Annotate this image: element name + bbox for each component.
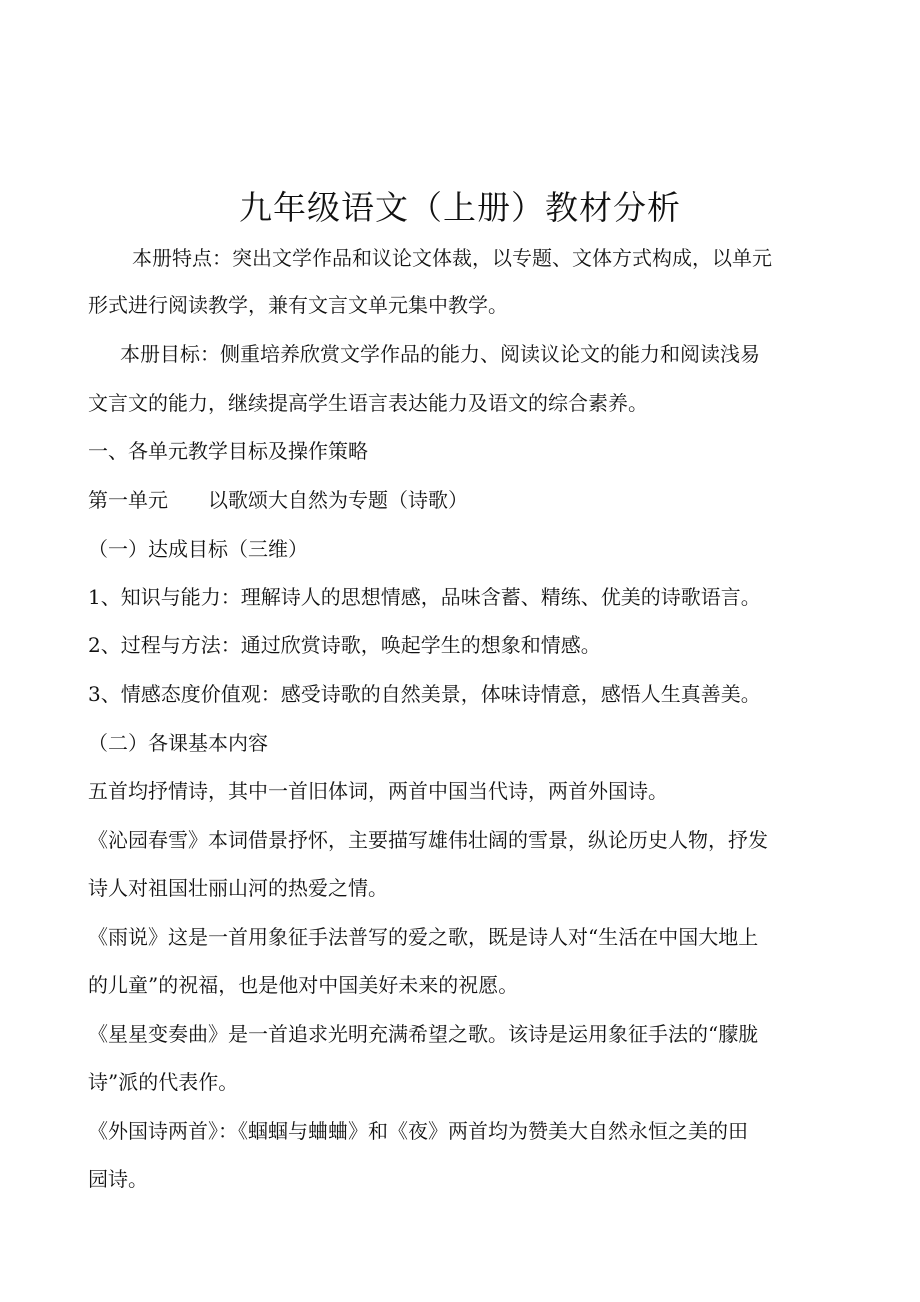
lesson-2-line-2: 的儿童”的祝福，也是他对中国美好未来的祝愿。: [88, 973, 519, 997]
lesson-1-line-1: 《沁园春雪》本词借景抒怀，主要描写雄伟壮阔的雪景，纵论历史人物，抒发: [88, 828, 768, 852]
sub-heading-content: （二）各课基本内容: [88, 731, 268, 755]
lesson-1-line-2: 诗人对祖国壮丽山河的热爱之情。: [88, 876, 388, 900]
goal-item-2: 2、过程与方法：通过欣赏诗歌，唤起学生的想象和情感。: [88, 633, 601, 657]
document-title: 九年级语文（上册）教材分析: [239, 188, 681, 227]
section-heading-1: 一、各单元教学目标及操作策略: [88, 439, 368, 463]
sub-heading-goals: （一）达成目标（三维）: [88, 537, 308, 561]
content-summary: 五首均抒情诗，其中一首旧体词，两首中国当代诗，两首外国诗。: [88, 779, 668, 803]
lesson-2-line-1: 《雨说》这是一首用象征手法普写的爱之歌，既是诗人对“生活在中国大地上: [88, 925, 759, 949]
lesson-3-line-2: 诗”派的代表作。: [88, 1070, 239, 1094]
goal-item-1: 1、知识与能力：理解诗人的思想情感，品味含蓄、精练、优美的诗歌语言。: [88, 585, 761, 609]
goals-paragraph-line-1: 本册目标：侧重培养欣赏文学作品的能力、阅读议论文的能力和阅读浅易: [120, 342, 760, 366]
goal-item-3: 3、情感态度价值观：感受诗歌的自然美景，体味诗情意，感悟人生真善美。: [88, 682, 761, 706]
goals-paragraph-line-2: 文言文的能力，继续提高学生语言表达能力及语文的综合素养。: [88, 391, 648, 415]
features-paragraph-line-1: 本册特点：突出文学作品和议论文体裁，以专题、文体方式构成，以单元: [132, 246, 772, 270]
features-paragraph-line-2: 形式进行阅读教学，兼有文言文单元集中教学。: [88, 293, 508, 317]
lesson-4-line-1: 《外国诗两首》：《蝈蝈与蛐蛐》和《夜》两首均为赞美大自然永恒之美的田: [88, 1119, 748, 1143]
unit-1-heading: 第一单元 以歌颂大自然为专题（诗歌）: [88, 488, 468, 512]
lesson-3-line-1: 《星星变奏曲》是一首追求光明充满希望之歌。该诗是运用象征手法的“朦胧: [88, 1022, 759, 1046]
lesson-4-line-2: 园诗。: [88, 1167, 148, 1191]
